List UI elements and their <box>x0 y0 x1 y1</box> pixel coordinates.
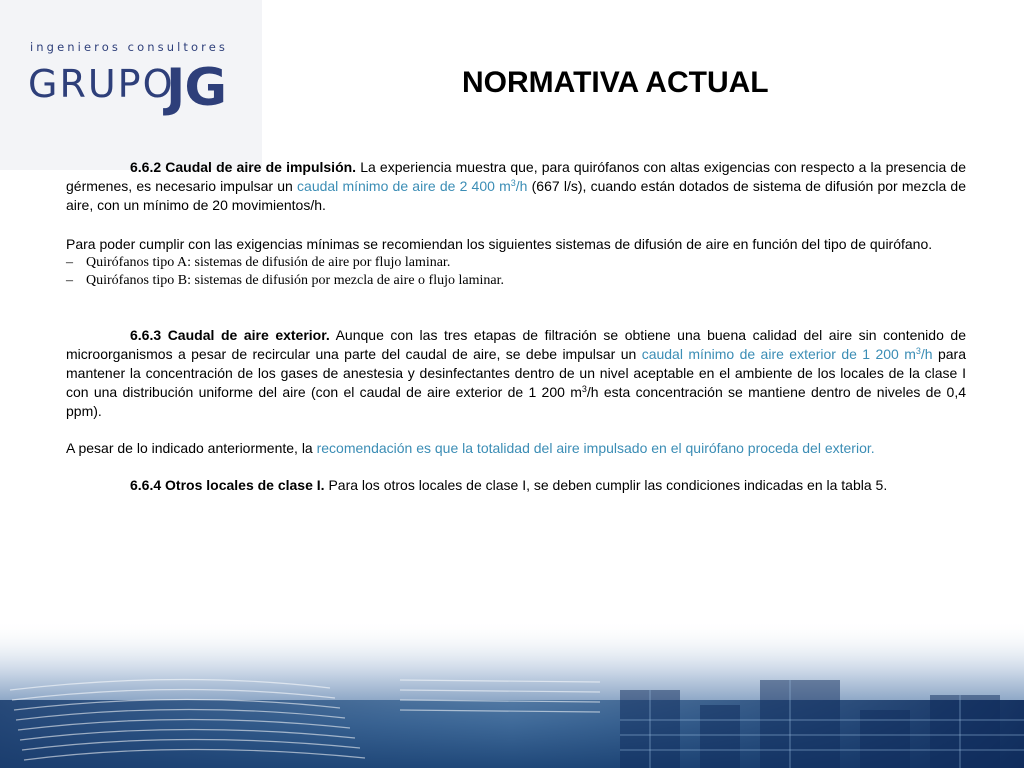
section-663-highlight-end: /h <box>920 346 933 362</box>
page-title: NORMATIVA ACTUAL <box>462 66 769 99</box>
section-662-highlight <box>297 178 527 194</box>
list-item <box>66 254 966 272</box>
section-662-text-1: La experiencia muestra que, para quirófanos con altas exigencias con respecto a la presencia de gérmenes, es necesario impulsar un <box>66 159 966 194</box>
section-663-highlight-text: caudal mínimo de aire exterior de 1 200 m <box>641 346 916 362</box>
section-662-highlight-text: caudal mínimo de aire de 2 400 m <box>297 178 511 194</box>
list-dash: – <box>66 255 73 270</box>
section-662-heading: 6.6.2 Caudal de aire de impulsión. <box>130 159 357 175</box>
section-663-highlight-sup: 3 <box>915 346 921 356</box>
section-663-text-1: Aunque con las tres etapas de filtración se obtiene una buena calidad del aire sin contenido de microorganismos a pesar de recircular una parte del caudal de aire, se debe impulsar un <box>66 327 966 362</box>
recommendation-paragraph <box>66 439 966 458</box>
recommendation-text: A pesar de lo indicado anteriormente, la <box>66 440 317 456</box>
logo-grupo-text: GRUPO <box>28 62 175 106</box>
section-662-highlight-end: /h <box>515 178 528 194</box>
list-item-text: Quirófanos tipo B: sistemas de difusión por mezcla de aire o flujo laminar. <box>86 273 504 288</box>
list-item-text: Quirófanos tipo A: sistemas de difusión de aire por flujo laminar. <box>86 255 451 270</box>
company-logo <box>0 0 262 170</box>
section-663-text-3: /h esta concentración se mantiene dentro de niveles de 0,4 ppm). <box>66 384 966 419</box>
systems-paragraph: Para poder cumplir con las exigencias mínimas se recomiendan los siguientes sistemas de difusión de aire en función del tipo de quirófano. <box>66 236 933 252</box>
recommendation-highlight: recomendación es que la totalidad del aire impulsado en el quirófano proceda del exterior. <box>316 440 875 456</box>
section-664-heading: 6.6.4 Otros locales de clase I. <box>130 477 325 493</box>
document-body <box>66 158 966 495</box>
section-663-text-2-sup: 3 <box>581 384 587 394</box>
list-item <box>66 272 966 290</box>
section-663-text-2: para mantener la concentración de los gases de anestesia y desinfectantes dentro de un nivel aceptable en el ambiente de los locales de la clase I con una distribución uniforme del aire (con el caudal de aire exterior de 1 200 m <box>66 346 966 400</box>
section-662-highlight-sup: 3 <box>510 178 516 188</box>
footer-building-image <box>0 620 1024 768</box>
logo-jg-text: JG <box>166 58 227 118</box>
section-663-paragraph <box>66 326 966 421</box>
section-664-text: Para los otros locales de clase I, se deben cumplir las condiciones indicadas en la tabla 5. <box>324 477 888 493</box>
section-664-paragraph <box>66 476 966 495</box>
section-662-text-2: (667 l/s), cuando están dotados de sistema de difusión por mezcla de aire, con un mínimo de 20 movimientos/h. <box>66 178 966 213</box>
list-dash: – <box>66 273 73 288</box>
section-663-highlight <box>642 346 933 362</box>
section-663-heading: 6.6.3 Caudal de aire exterior. <box>130 327 330 343</box>
logo-tagline: ingenieros consultores <box>30 40 228 54</box>
section-662-paragraph <box>66 158 966 215</box>
quirofano-types-list <box>66 254 966 290</box>
